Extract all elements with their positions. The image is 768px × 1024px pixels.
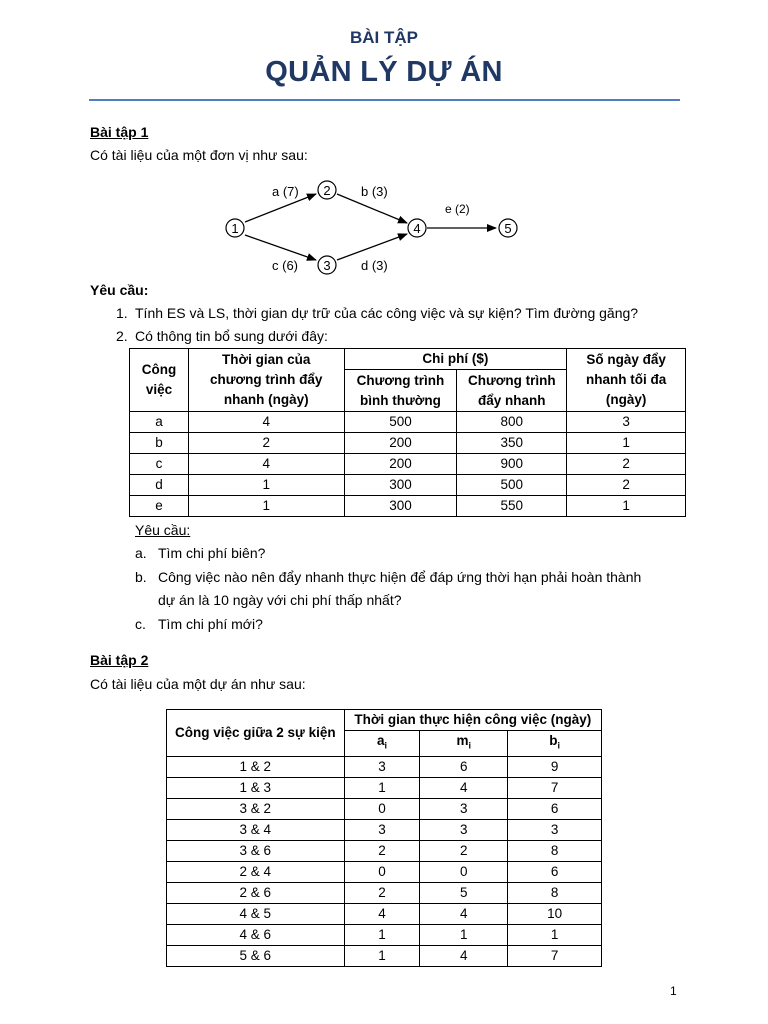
edge-label-d: d (3) (361, 258, 388, 273)
col-header-b: $b_i$ (508, 731, 602, 757)
table-row: c 4 200 900 2 (130, 454, 686, 475)
edge-label-b: b (3) (361, 184, 388, 199)
node-1 (226, 219, 244, 237)
col-header-time: Thời gian thực hiện công việc (ngày) (344, 710, 601, 731)
req-num-2: 2. (116, 328, 128, 344)
sub-letter-a: a. (135, 545, 147, 561)
edge-label-e: e (2) (445, 202, 470, 216)
node-4 (408, 219, 426, 237)
svg-text:4: 4 (413, 221, 421, 236)
table-row: 4 & 5 4 4 10 (167, 903, 602, 924)
col-header-crash: Chương trình đẩy nhanh (457, 370, 567, 412)
edge-label-a: a (7) (272, 184, 299, 199)
table-row: a 4 500 800 3 (130, 412, 686, 433)
sub-text-a: Tìm chi phí biên? (158, 545, 266, 561)
node-3 (318, 256, 336, 274)
table-row: 2 & 4 0 0 6 (167, 861, 602, 882)
col-header-task: Công việc (130, 349, 189, 412)
edge-label-c: c (6) (272, 258, 298, 273)
table-row: 3 & 4 3 3 3 (167, 819, 602, 840)
sub-text-b: Công việc nào nên đẩy nhanh thực hiện để đáp ứng thời hạn phải hoàn thành (158, 569, 642, 585)
ex1-req-heading: Yêu cầu: (90, 282, 149, 298)
sub-letter-b: b. (135, 569, 147, 585)
table-row: 3 & 2 0 3 6 (167, 798, 602, 819)
svg-text:2: 2 (323, 183, 331, 198)
table-row: 2 & 6 2 5 8 (167, 882, 602, 903)
node-2 (318, 181, 336, 199)
req-text-2: Có thông tin bổ sung dưới đây: (135, 328, 328, 344)
col-header-cost: Chi phí ($) (344, 349, 567, 370)
ex2-intro: Có tài liệu của một dự án như sau: (90, 676, 306, 692)
table-row: 5 & 6 1 4 7 (167, 945, 602, 966)
svg-text:5: 5 (504, 221, 512, 236)
doc-subtitle: BÀI TẬP (350, 28, 418, 47)
svg-text:1: 1 (231, 221, 239, 236)
edge-3-4 (337, 234, 407, 260)
sub-text-b-cont: dự án là 10 ngày với chi phí thấp nhất? (158, 592, 402, 608)
ex1-heading: Bài tập 1 (90, 124, 149, 140)
table-row: e 1 300 550 1 (130, 496, 686, 517)
table-row: 4 & 6 1 1 1 (167, 924, 602, 945)
sub-text-c: Tìm chi phí mới? (158, 616, 263, 632)
page-number: 1 (670, 984, 677, 998)
table-row: 3 & 6 2 2 8 (167, 840, 602, 861)
col-header-m: $m_i$ (420, 731, 508, 757)
req-num-1: 1. (116, 305, 128, 321)
network-diagram (210, 172, 530, 282)
col-header-crash-time: Thời gian của chương trình đẩy nhanh (ngày) (188, 349, 344, 412)
crash-cost-table (129, 348, 686, 517)
table-row: d 1 300 500 2 (130, 475, 686, 496)
pert-time-table (166, 709, 602, 967)
table-row: 1 & 2 3 6 9 (167, 756, 602, 777)
table-row: 1 & 3 1 4 7 (167, 777, 602, 798)
req-text-1: Tính ES và LS, thời gian dự trữ của các công việc và sự kiện? Tìm đường găng? (135, 305, 639, 321)
edge-1-3 (245, 235, 316, 260)
ex1-intro: Có tài liệu của một đơn vị như sau: (90, 147, 308, 163)
col-header-normal: Chương trình bình thường (344, 370, 457, 412)
doc-title: QUẢN LÝ DỰ ÁN (265, 56, 503, 88)
sub-letter-c: c. (135, 616, 146, 632)
table-row: b 2 200 350 1 (130, 433, 686, 454)
title-divider (89, 99, 680, 101)
ex1-sub-req-heading: Yêu cầu: (135, 522, 191, 538)
col-header-pair: Công việc giữa 2 sự kiện (167, 710, 345, 757)
ex2-heading: Bài tập 2 (90, 652, 149, 668)
col-header-a: $a_i$ (344, 731, 420, 757)
svg-text:3: 3 (323, 258, 331, 273)
col-header-max-days: Số ngày đẩy nhanh tối đa (ngày) (567, 349, 686, 412)
node-5 (499, 219, 517, 237)
